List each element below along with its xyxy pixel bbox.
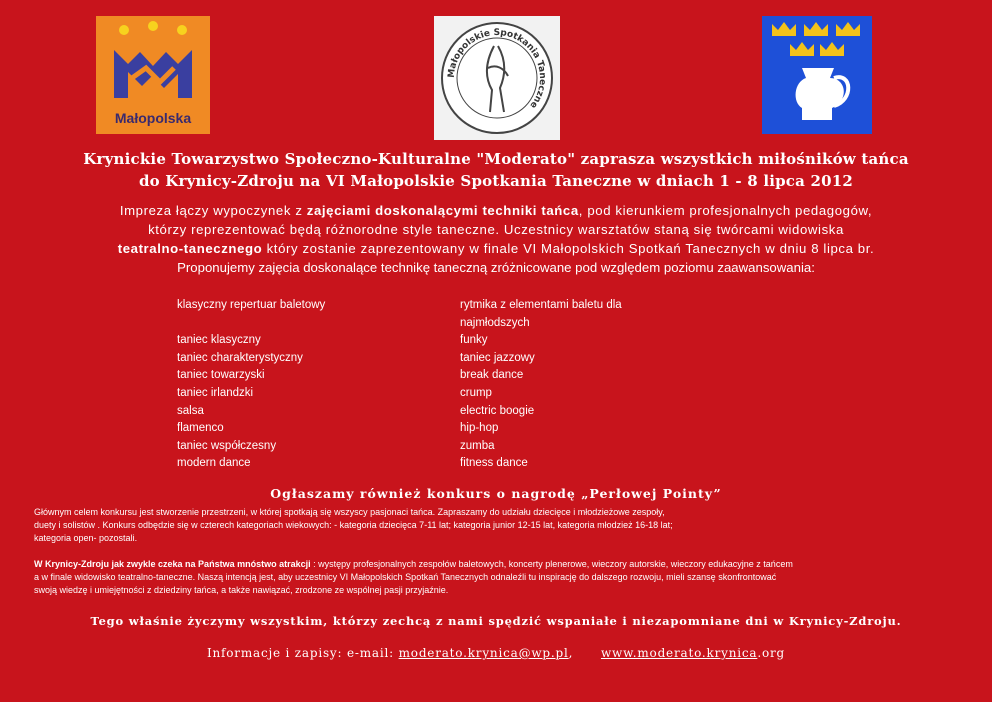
closing-wish: Tego właśnie życzymy wszystkim, którzy zechcą z nami spędzić wspaniałe i niezapomniane dni w Krynicy-Zdroju. <box>90 614 902 628</box>
list-item: modern dance <box>177 457 251 470</box>
malopolska-logo <box>96 16 210 134</box>
intro-line4: Proponujemy zajęcia doskonalące technikę taneczną zróżnicowane pod względem poziomu zaawansowania: <box>177 260 815 275</box>
list-item: funky <box>460 334 488 347</box>
seal-text: Małopolskie Spotkania Taneczne <box>446 27 548 110</box>
intro-line1-a: Impreza łączy wypoczynek z <box>119 203 307 218</box>
website-tld[interactable]: .org <box>757 646 786 660</box>
intro-line1-bold: zajęciami doskonalącymi techniki tańca <box>306 203 579 218</box>
dance-styles-right <box>460 297 720 473</box>
list-item: taniec towarzyski <box>177 369 265 382</box>
list-item: taniec klasyczny <box>177 334 261 347</box>
list-item: salsa <box>177 404 204 417</box>
contact-comma: , <box>568 646 574 660</box>
crowns-and-jug-icon <box>762 16 872 134</box>
contest-line3: kategoria open- pozostali. <box>34 533 138 543</box>
list-item <box>177 315 437 333</box>
contest-line2: duety i solistów . Konkurs odbędzie się w czterech kategoriach wiekowych: - kategoria dziecięca 7-11 lat; kategoria junior 12-15 lat, kategoria młodzież 16-18 lat; <box>34 520 673 530</box>
attractions-bold: W Krynicy-Zdroju jak zwykle czeka na Państwa mnóstwo atrakcji <box>34 559 311 569</box>
email-link[interactable]: moderato.krynica@wp.pl <box>398 646 569 660</box>
spotkania-taneczne-logo <box>434 16 560 140</box>
list-item: fitness dance <box>460 457 528 470</box>
invitation-title-line1: Krynickie Towarzystwo Społeczno-Kulturalne "Moderato" zaprasza wszystkich miłośników tańca <box>83 150 909 168</box>
intro-line1 <box>30 202 962 220</box>
list-item: taniec irlandzki <box>177 386 254 399</box>
list-item: zumba <box>460 439 495 452</box>
list-item: electric boogie <box>460 404 535 417</box>
list-item: rytmika z elementami baletu dla <box>460 299 622 311</box>
list-item: taniec współczesny <box>177 439 277 452</box>
list-item: taniec jazzowy <box>460 351 535 364</box>
list-item: hip-hop <box>460 422 499 435</box>
attractions-line2: a w finale widowisko teatralno-taneczne. Naszą intencją jest, aby uczestnicy VI Małopolskich Spotkań Tanecznych odnaleźli tu inspirację do dalszego rozwoju, mieli szansę skonfrontować <box>34 572 777 582</box>
list-item: crump <box>460 386 492 399</box>
intro-line2: którzy reprezentować będą różnorodne style taneczne. Uczestnicy warsztatów staną się twórcami widowiska <box>148 222 844 237</box>
dancer-seal-icon <box>434 16 560 140</box>
contest-line1: Głównym celem konkursu jest stworzenie przestrzeni, w której spotkają się wszyscy pasjonaci tańca. Zapraszamy do udziału dziecięce i młodzieżowe zespoły, <box>34 507 665 517</box>
intro-line3-bold: teatralno-tanecznego <box>117 241 263 256</box>
intro-line3 <box>30 240 962 258</box>
malopolska-emblem-icon <box>96 16 210 112</box>
attractions-line1 <box>34 558 964 571</box>
contact-line <box>0 646 992 660</box>
website-link[interactable]: www.moderato.krynica <box>600 646 758 660</box>
list-item: taniec charakterystyczny <box>177 351 303 364</box>
list-item: najmłodszych <box>460 316 530 329</box>
intro-line1-c: , pod kierunkiem profesjonalnych pedagogów, <box>578 203 873 218</box>
list-item: klasyczny repertuar baletowy <box>177 299 326 311</box>
contest-heading: Ogłaszamy również konkurs o nagrodę „Perłowej Pointy” <box>270 486 722 501</box>
contact-label: Informacje i zapisy: e-mail: <box>206 646 399 660</box>
attractions-line1-rest: : występy profesjonalnych zespołów baletowych, koncerty plenerowe, wieczory autorskie, wieczory edukacyjne z tańcem <box>310 559 793 569</box>
invitation-title-line2: do Krynicy-Zdroju na VI Małopolskie Spotkania Taneczne w dniach 1 - 8 lipca 2012 <box>138 172 854 190</box>
dance-styles-left <box>177 297 437 473</box>
attractions-line3: swoją wiedzę i umiejętności z dziedziny tańca, a także nawiązać, zrodzone ze wspólnej pasji przyjaźnie. <box>34 585 449 595</box>
malopolska-label: Małopolska <box>114 110 192 126</box>
intro-line3-rest: który zostanie zaprezentowany w finale VI Małopolskich Spotkań Tanecznych w dniu 8 lipca br. <box>262 241 875 256</box>
list-item: break dance <box>460 369 524 382</box>
krynica-coat-of-arms <box>762 16 872 134</box>
list-item: flamenco <box>177 422 224 435</box>
